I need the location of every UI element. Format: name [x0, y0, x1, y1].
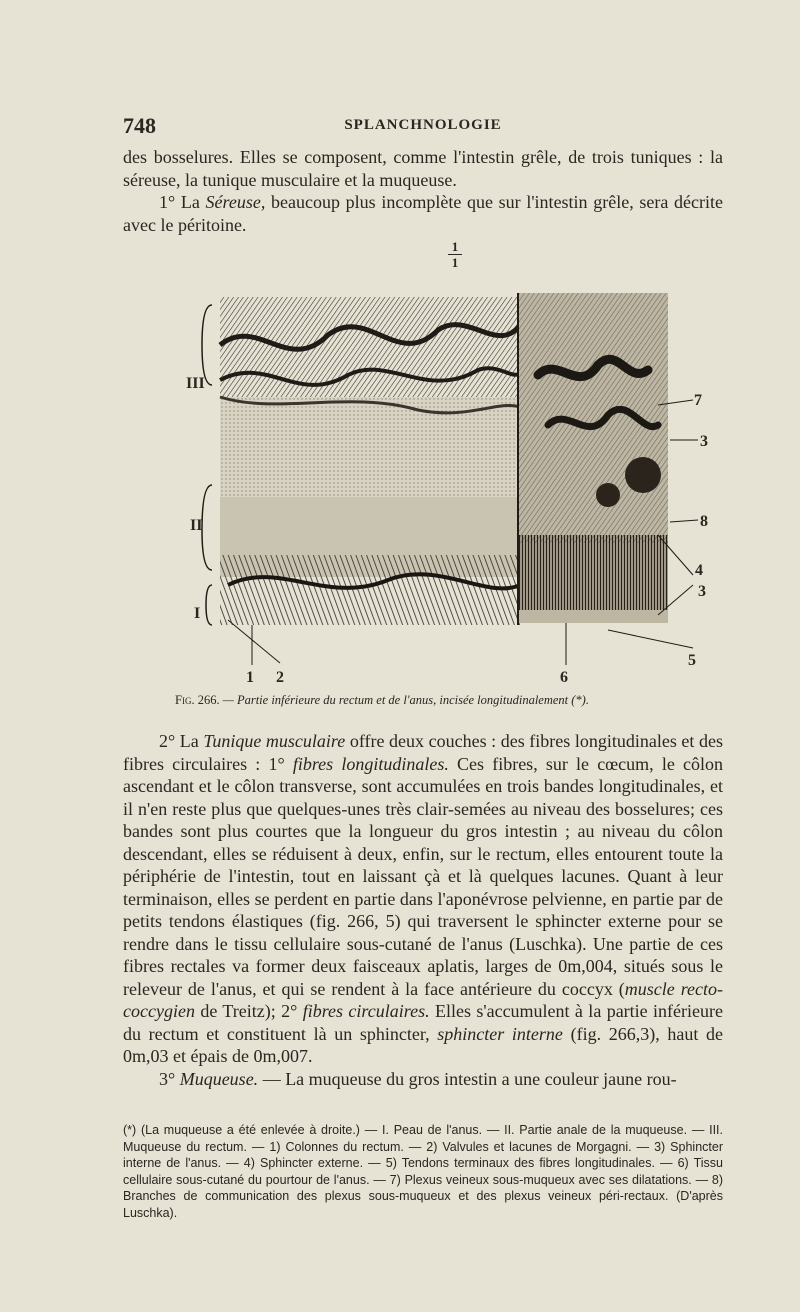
p3-b: Ces fibres, sur le cœcum, le côlon ascendant et le côlon transverse, sont accumulées en trois bandes longitudinales, et il n'en reste plus que quelques-unes très clair-semées au niveau des bosselures; ces bandes sont plus courtes que la longueur du gros intestin ; au niveau du côlon descendant, elles se réduisent à deux, enfin, sur le rectum, elles entourent toute la périphérie de l'intestin, tout en laissant çà et là quelques lacunes. Quant à leur terminaison, elles se perdent en partie dans l'aponévrose pelvienne, en partie par de petits tendons élastiques (fig. 266, 5) qui traversent le sphincter externe pour se rendre dans le tissu cellulaire sous-cutané de l'anus (Luschka). Une partie de ces fibres rectales va former deux faisceaux aplatis, larges de 0m,004, situés sous le releveur de l'anus, et qui se rendent à la face antérieure du coccyx ( [123, 753, 724, 999]
anal-skin-region [220, 555, 520, 625]
p3-term3: muscle recto-coccygien [123, 978, 724, 1021]
caption-text: Partie inférieure du rectum et de l'anus, incisée longitudinalement (*). [236, 693, 589, 707]
caption-dash: — [222, 693, 234, 707]
label-4: 4 [695, 562, 703, 579]
paragraph-2 [123, 191, 723, 236]
footnote [123, 1122, 723, 1221]
label-2: 2 [276, 669, 284, 686]
label-3-lower: 3 [698, 583, 706, 600]
fraction-denominator: 1 [451, 255, 459, 270]
label-5: 5 [688, 652, 696, 669]
intro-text [123, 146, 723, 236]
paragraph-3 [123, 730, 723, 1068]
footnote-text: (*) (La muqueuse a été enlevée à droite.) — I. Peau de l'anus. — II. Partie anale de la muqueuse. — III. Muqueuse du rectum. — 1) Colonnes du rectum. — 2) Valvules et lacunes de Morgagni. — 3) Sphincter interne de l'anus. — 4) Sphincter externe. — 5) Tendons terminaux des fibres longitudinales. — 6) Tissu cellulaire sous-cutané du pourtour de l'anus. — 7) Plexus veineux sous-muqueux avec ses dilatations. — 8) Branches de communication des plexus sous-muqueux et des plexus veineux péri-rectaux. (D'après Luschka). [123, 1123, 723, 1220]
p3-term: Tunique musculaire [203, 731, 346, 751]
paragraph-4 [123, 1068, 723, 1091]
scale-fraction [448, 240, 462, 269]
body-text [123, 730, 723, 1090]
p3-prefix: 2° La [159, 731, 204, 751]
p3-term2: fibres longitudinales. [292, 753, 449, 774]
label-7: 7 [694, 392, 702, 409]
p2-rest: beaucoup plus incomplète que sur l'intestin grêle, sera décrite avec le péritoine. [123, 192, 723, 235]
page-header [123, 113, 723, 137]
rectal-mucosa-region [220, 297, 520, 397]
label-I: I [194, 605, 201, 622]
p2-prefix: 1° La [159, 192, 206, 212]
anatomical-figure [188, 285, 728, 685]
running-head: SPLANCHNOLOGIE [344, 117, 502, 133]
label-3-upper: 3 [700, 433, 708, 450]
fraction-numerator: 1 [451, 239, 459, 254]
p3-e: (fig. 266,3), haut de 0m,03 et épais de 0m,007. [123, 1023, 723, 1066]
p4-rest: — La muqueuse du gros intestin a une couleur jaune rou- [258, 1068, 677, 1089]
p2-term: Séreuse, [205, 192, 266, 212]
p3-a: offre deux couches : des fibres longitudinales et des fibres circulaires : 1° [123, 731, 723, 774]
label-8: 8 [700, 513, 708, 530]
p3-c: de Treitz); 2° [194, 1001, 303, 1021]
external-sphincter [518, 535, 668, 610]
p4-term: Muqueuse. [179, 1068, 259, 1089]
p4-prefix: 3° [159, 1068, 180, 1089]
page-number: 748 [123, 113, 156, 138]
p3-term4: fibres circulaires. [302, 1001, 430, 1021]
paragraph-1: des bosselures. Elles se composent, comme l'intestin grêle, de trois tuniques : la séreuse, la tunique musculaire et la muqueuse. [123, 147, 723, 190]
label-III: III [186, 375, 205, 392]
p3-term5: sphincter interne [437, 1023, 563, 1044]
label-1: 1 [246, 669, 254, 686]
figure-label: Fig. 266. [175, 693, 220, 707]
figure-caption [175, 693, 735, 708]
label-6: 6 [560, 669, 568, 686]
label-II: II [190, 517, 203, 534]
p3-d: Elles s'accumulent à la partie inférieure du rectum et constituent là un sphincter, [123, 1001, 724, 1044]
